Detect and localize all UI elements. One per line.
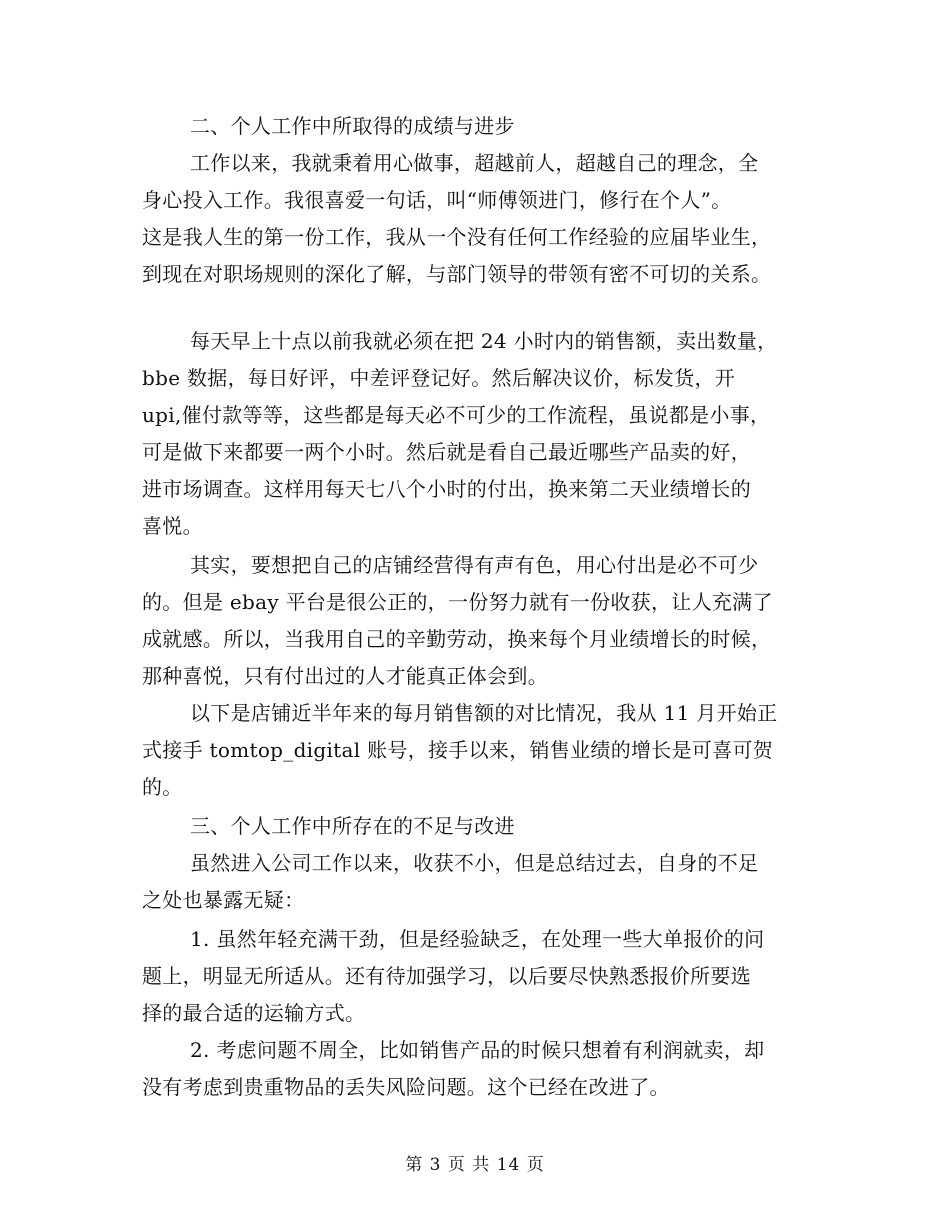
paragraph-line: 成就感。所以，当我用自己的辛勤劳动，换来每个月业绩增长的时候， <box>142 627 772 651</box>
paragraph-line: 以下是店铺近半年来的每月销售额的对比情况，我从 11 月开始正 <box>190 701 778 725</box>
paragraph-line: 其实，要想把自己的店铺经营得有声有色，用心付出是必不可少 <box>190 553 759 577</box>
list-item-line: 择的最合适的运输方式。 <box>142 1001 366 1025</box>
paragraph-line: 的。但是 ebay 平台是很公正的，一份努力就有一份收获，让人充满了 <box>142 590 773 614</box>
paragraph-line: 式接手 tomtop_digital 账号，接手以来，销售业绩的增长是可喜可贺 <box>142 738 774 762</box>
paragraph-line: 虽然进入公司工作以来，收获不小，但是总结过去，自身的不足 <box>190 851 759 875</box>
section-heading-achievements: 二、个人工作中所取得的成绩与进步 <box>190 114 515 138</box>
list-item-line: 没有考虑到贵重物品的丢失风险问题。这个已经在改进了。 <box>142 1075 670 1099</box>
paragraph-line: 每天早上十点以前我就必须在把 24 小时内的销售额，卖出数量， <box>190 329 778 353</box>
paragraph-line: 身心投入工作。我很喜爱一句话，叫“师傅领进门，修行在个人”。 <box>142 188 732 212</box>
paragraph-line: 可是做下来都要一两个小时。然后就是看自己最近哪些产品卖的好， <box>142 440 751 464</box>
list-item-line: 2. 考虑问题不周全，比如销售产品的时候只想着有利润就卖，却 <box>190 1038 765 1062</box>
paragraph-line: upi,催付款等等，这些都是每天必不可少的工作流程，虽说都是小事， <box>142 403 771 427</box>
section-heading-shortcomings: 三、个人工作中所存在的不足与改进 <box>190 814 515 838</box>
paragraph-line: 工作以来，我就秉着用心做事，超越前人，超越自己的理念，全 <box>190 151 759 175</box>
paragraph-line: 这是我人生的第一份工作，我从一个没有任何工作经验的应届毕业生， <box>142 225 772 249</box>
paragraph-line: 喜悦。 <box>142 514 203 538</box>
paragraph-line: 进市场调查。这样用每天七八个小时的付出，换来第二天业绩增长的 <box>142 477 751 501</box>
paragraph-line: 那种喜悦，只有付出过的人才能真正体会到。 <box>142 664 548 688</box>
paragraph-line: 之处也暴露无疑： <box>142 888 305 912</box>
paragraph-line: 的。 <box>142 775 183 799</box>
paragraph-line: bbe 数据，每日好评，中差评登记好。然后解决议价，标发货，开 <box>142 366 736 390</box>
paragraph-line: 到现在对职场规则的深化了解，与部门领导的带领有密不可切的关系。 <box>142 262 772 286</box>
list-item-line: 1. 虽然年轻充满干劲，但是经验缺乏，在处理一些大单报价的问 <box>190 927 765 951</box>
page-number-footer: 第 3 页 共 14 页 <box>405 1155 545 1175</box>
list-item-line: 题上，明显无所适从。还有待加强学习，以后要尽快熟悉报价所要选 <box>142 964 751 988</box>
